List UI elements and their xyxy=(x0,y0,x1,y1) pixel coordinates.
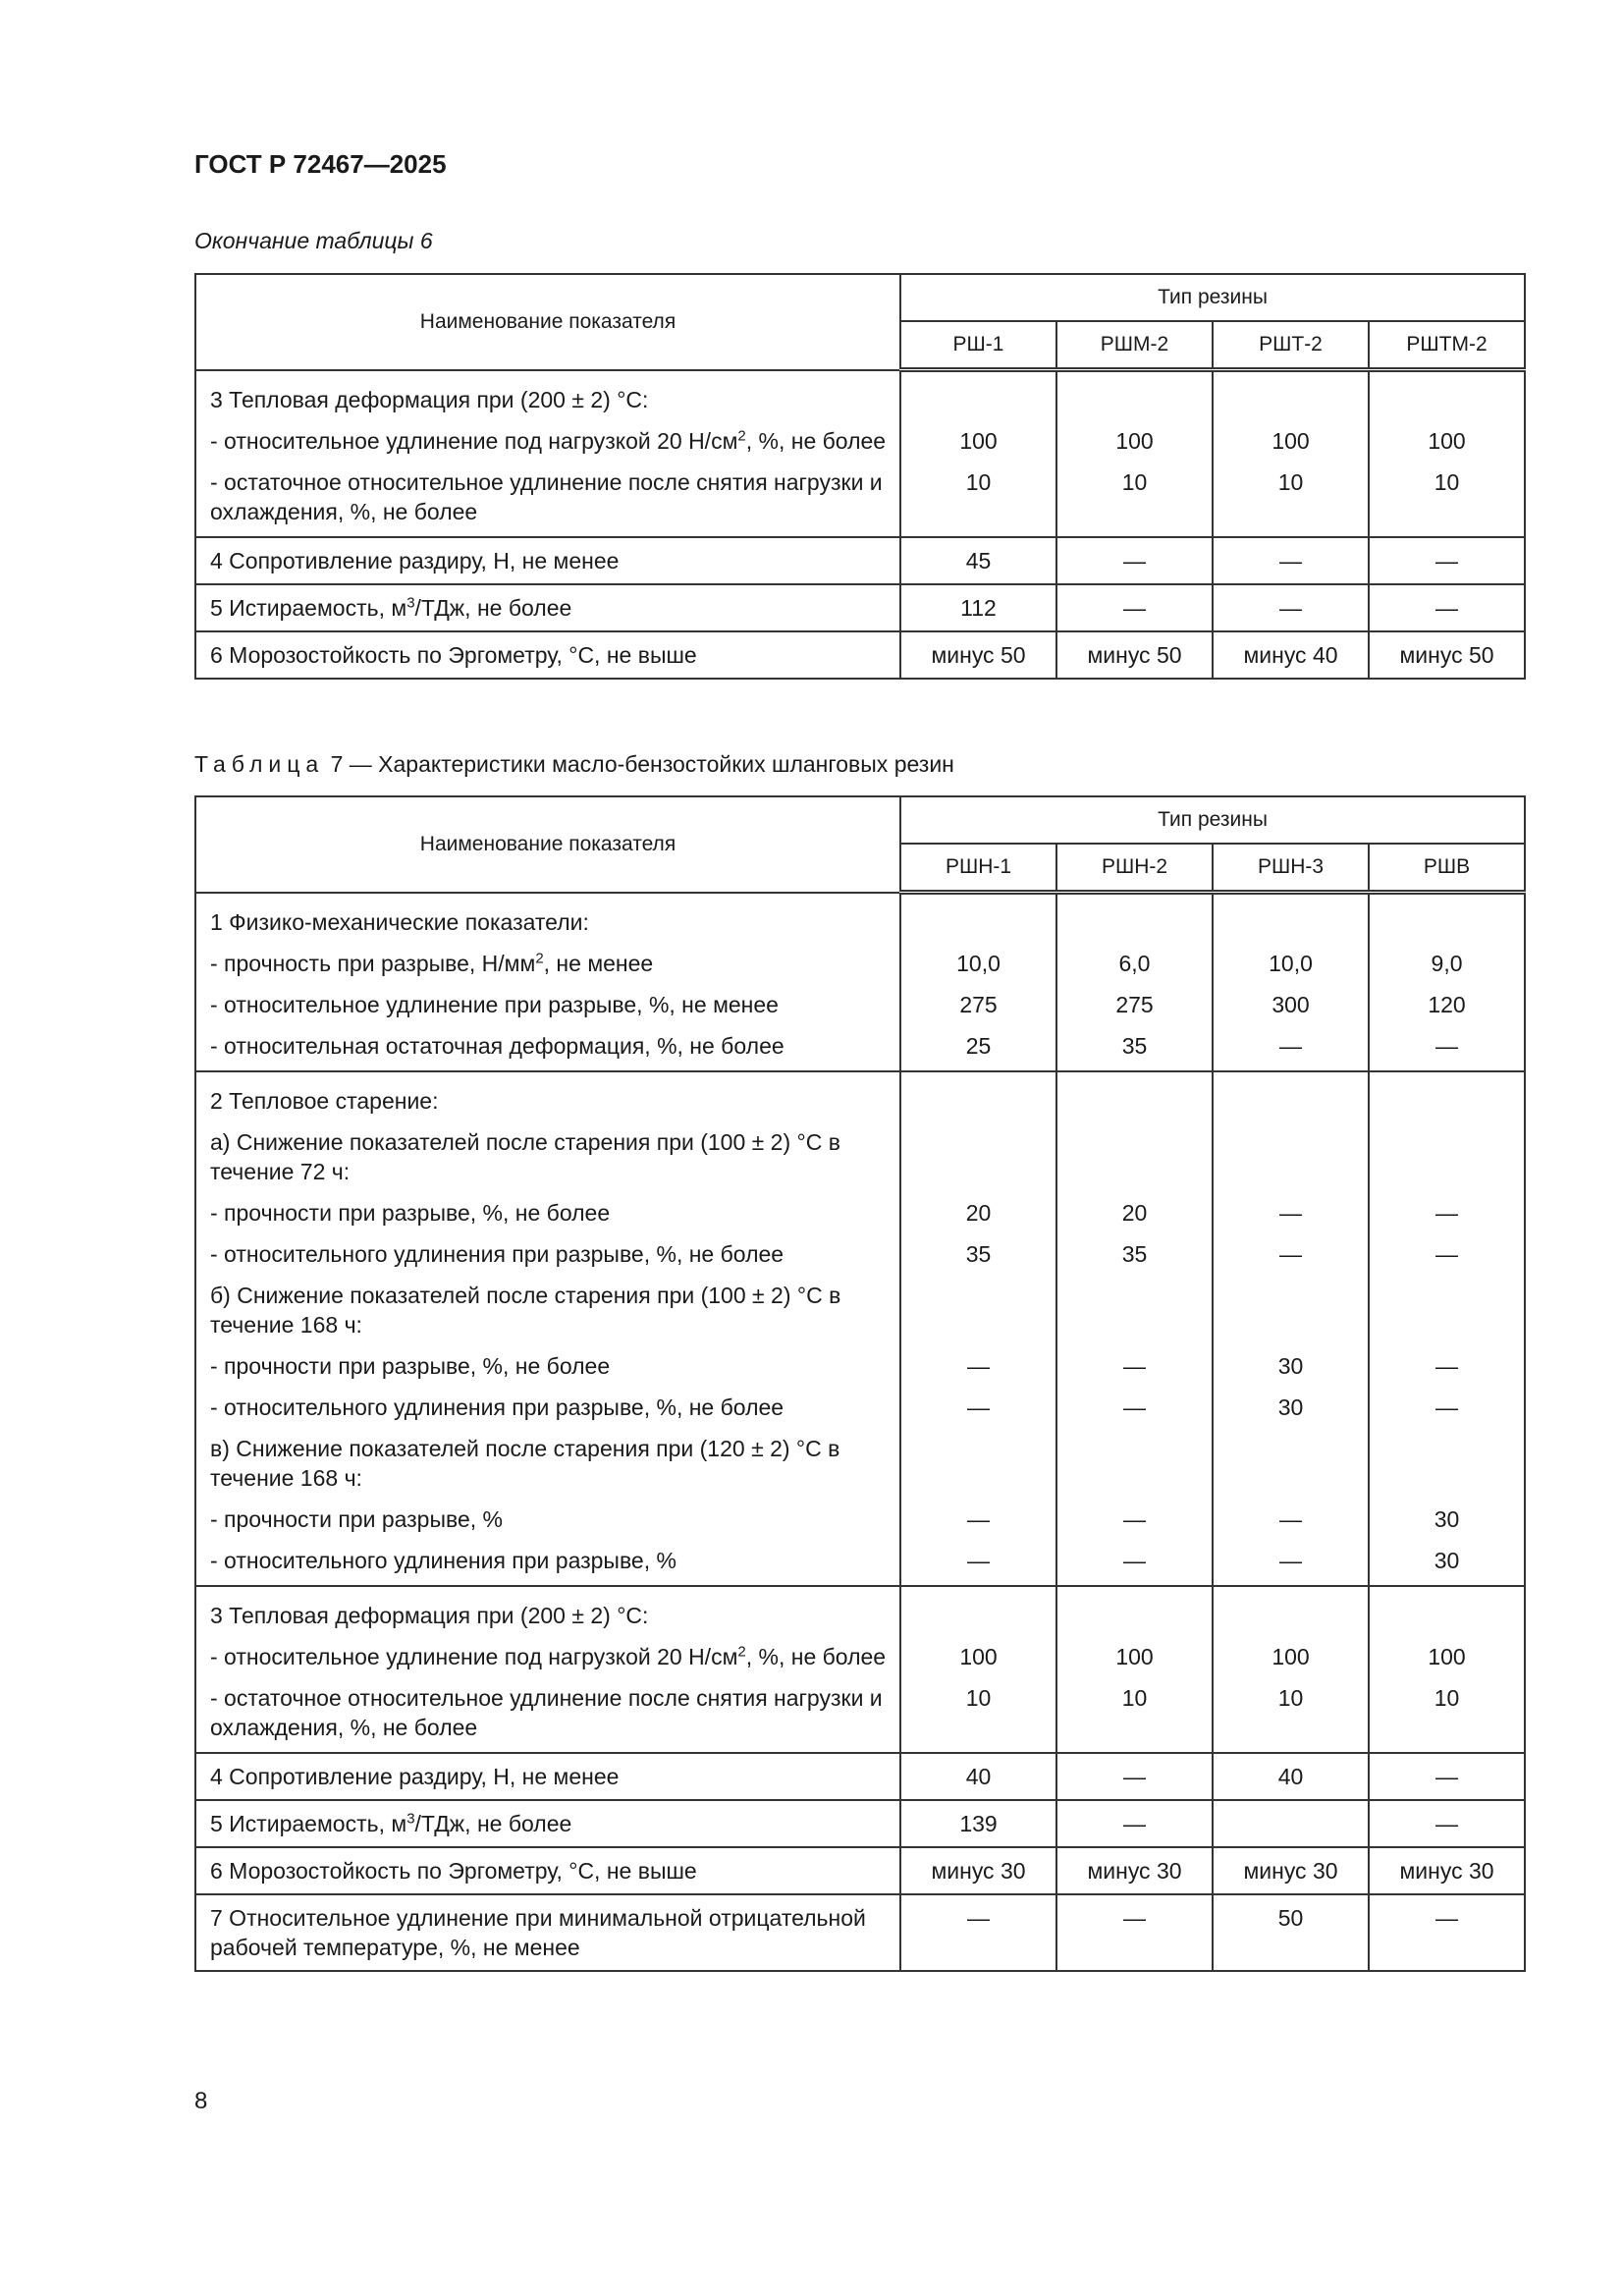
table-cell: 100 xyxy=(1213,420,1369,462)
table-cell: — xyxy=(1213,1540,1369,1586)
row-label: 4 Сопротивление раздиру, Н, не менее xyxy=(195,537,900,584)
column-header-group: Тип резины xyxy=(900,274,1525,321)
table-cell: 6,0 xyxy=(1056,943,1213,984)
table-cell: — xyxy=(1369,1192,1525,1233)
table7-caption: Таблица 7 — Характеристики масло-бензостойких шланговых резин xyxy=(194,751,954,777)
table-cell: — xyxy=(1056,584,1213,631)
table-cell: 100 xyxy=(1213,1636,1369,1677)
column-header-type: РШВ xyxy=(1369,844,1525,893)
table-cell: — xyxy=(900,1499,1056,1540)
table-cell: — xyxy=(900,1345,1056,1387)
table-cell: — xyxy=(1056,1800,1213,1847)
row-label: - относительного удлинения при разрыве, %, не более xyxy=(195,1233,900,1275)
table-cell: 10 xyxy=(1369,462,1525,537)
table-cell: — xyxy=(1213,1192,1369,1233)
table6-continuation xyxy=(194,273,1526,680)
row-label: 1 Физико-механические показатели: xyxy=(195,893,900,943)
table-cell: минус 50 xyxy=(1369,631,1525,679)
table-cell: — xyxy=(1056,1894,1213,1971)
row-label: 2 Тепловое старение: xyxy=(195,1071,900,1121)
column-header-type: РШМ-2 xyxy=(1056,321,1213,370)
table-cell: — xyxy=(1213,584,1369,631)
table-cell: 45 xyxy=(900,537,1056,584)
table-cell: — xyxy=(1369,584,1525,631)
row-group-7 xyxy=(195,1894,1525,1971)
table-cell: — xyxy=(1369,1753,1525,1800)
row-group-4 xyxy=(195,537,1525,584)
table-cell: минус 50 xyxy=(900,631,1056,679)
table-cell: 100 xyxy=(1369,1636,1525,1677)
table-cell: 300 xyxy=(1213,984,1369,1025)
row-group-4 xyxy=(195,1753,1525,1800)
table-cell: 10 xyxy=(900,462,1056,537)
table-cell: — xyxy=(1213,1025,1369,1071)
table-cell: 10 xyxy=(1056,462,1213,537)
row-label: 3 Тепловая деформация при (200 ± 2) °С: xyxy=(195,370,900,420)
row-group-2 xyxy=(195,1071,1525,1586)
table-cell: 20 xyxy=(900,1192,1056,1233)
table-cell: — xyxy=(1056,1540,1213,1586)
column-header-type: РШТ-2 xyxy=(1213,321,1369,370)
table-cell: минус 30 xyxy=(1213,1847,1369,1894)
row-label: 3 Тепловая деформация при (200 ± 2) °С: xyxy=(195,1586,900,1636)
table-cell: 35 xyxy=(1056,1233,1213,1275)
row-label: в) Снижение показателей после старения при (120 ± 2) °С в течение 168 ч: xyxy=(195,1428,900,1499)
row-label: - остаточное относительное удлинение после снятия нагрузки и охлаждения, %, не более xyxy=(195,462,900,537)
table-cell: минус 50 xyxy=(1056,631,1213,679)
row-group-5 xyxy=(195,584,1525,631)
table-cell: 30 xyxy=(1369,1499,1525,1540)
table-cell: — xyxy=(1213,1499,1369,1540)
table-cell: 10 xyxy=(1213,462,1369,537)
table-cell: 139 xyxy=(900,1800,1056,1847)
row-label: - относительное удлинение под нагрузкой 20 $Н/см^2$, %, не более xyxy=(195,1636,900,1677)
table-cell: минус 40 xyxy=(1213,631,1369,679)
table-cell: — xyxy=(1213,537,1369,584)
page-number: 8 xyxy=(194,2088,208,2114)
column-header-type: РШН-2 xyxy=(1056,844,1213,893)
table-cell: — xyxy=(900,1387,1056,1428)
table-cell: 40 xyxy=(900,1753,1056,1800)
row-group-3 xyxy=(195,370,1525,537)
table-cell: — xyxy=(1369,1345,1525,1387)
row-group-6 xyxy=(195,1847,1525,1894)
table6-continuation-caption: Окончание таблицы 6 xyxy=(194,228,433,253)
table-cell: 112 xyxy=(900,584,1056,631)
column-header-group: Тип резины xyxy=(900,796,1525,844)
row-label: 6 Морозостойкость по Эргометру, °С, не выше xyxy=(195,1847,900,1894)
table-cell: — xyxy=(1369,1800,1525,1847)
table-cell: — xyxy=(1369,1387,1525,1428)
table-cell: 10 xyxy=(1369,1677,1525,1753)
row-label: - относительная остаточная деформация, %, не более xyxy=(195,1025,900,1071)
table-cell: — xyxy=(1056,1387,1213,1428)
table-cell: — xyxy=(1056,1499,1213,1540)
table-cell: — xyxy=(1369,537,1525,584)
table-cell: — xyxy=(1369,1233,1525,1275)
row-label: - относительное удлинение под нагрузкой 20 $Н/см^2$, %, не более xyxy=(195,420,900,462)
row-group-6 xyxy=(195,631,1525,679)
row-label: 4 Сопротивление раздиру, Н, не менее xyxy=(195,1753,900,1800)
table-cell: 30 xyxy=(1213,1387,1369,1428)
table-cell: 100 xyxy=(1056,420,1213,462)
table-cell: 120 xyxy=(1369,984,1525,1025)
table-cell: 100 xyxy=(1056,1636,1213,1677)
document-code: ГОСТ Р 72467—2025 xyxy=(194,149,447,179)
table-cell: минус 30 xyxy=(1056,1847,1213,1894)
table-cell: 40 xyxy=(1213,1753,1369,1800)
table-cell: 10,0 xyxy=(900,943,1056,984)
table-cell: минус 30 xyxy=(1369,1847,1525,1894)
table-cell: — xyxy=(1369,1894,1525,1971)
row-label: - прочности при разрыве, %, не более xyxy=(195,1345,900,1387)
row-group-1 xyxy=(195,893,1525,1071)
table-cell: 30 xyxy=(1213,1345,1369,1387)
column-header-type: РШТМ-2 xyxy=(1369,321,1525,370)
table-cell: — xyxy=(900,1540,1056,1586)
column-header-name: Наименование показателя xyxy=(195,274,900,370)
table-cell: 30 xyxy=(1369,1540,1525,1586)
table-cell xyxy=(1213,1800,1369,1847)
row-label: - относительного удлинения при разрыве, % xyxy=(195,1540,900,1586)
row-group-3 xyxy=(195,1586,1525,1753)
table-cell: 10 xyxy=(1056,1677,1213,1753)
column-header-type: РШ-1 xyxy=(900,321,1056,370)
table-cell: 10 xyxy=(1213,1677,1369,1753)
row-label: - относительное удлинение при разрыве, %, не менее xyxy=(195,984,900,1025)
table-cell: — xyxy=(1056,1753,1213,1800)
column-header-type: РШН-3 xyxy=(1213,844,1369,893)
table-cell: 35 xyxy=(1056,1025,1213,1071)
table-cell: 25 xyxy=(900,1025,1056,1071)
row-label: б) Снижение показателей после старения при (100 ± 2) °С в течение 168 ч: xyxy=(195,1275,900,1345)
table-cell: 100 xyxy=(900,1636,1056,1677)
table-cell: — xyxy=(1213,1233,1369,1275)
row-label: - прочность при разрыве, $Н/мм^2$, не менее xyxy=(195,943,900,984)
row-label: 5 Истираемость, $м^3$/ТДж, не более xyxy=(195,1800,900,1847)
table-cell: — xyxy=(1369,1025,1525,1071)
row-label: - прочности при разрыве, % xyxy=(195,1499,900,1540)
row-label: - остаточное относительное удлинение после снятия нагрузки и охлаждения, %, не более xyxy=(195,1677,900,1753)
table-cell: — xyxy=(900,1894,1056,1971)
row-label: - прочности при разрыве, %, не более xyxy=(195,1192,900,1233)
table-cell: 50 xyxy=(1213,1894,1369,1971)
column-header-name: Наименование показателя xyxy=(195,796,900,893)
row-label: 7 Относительное удлинение при минимальной отрицательной рабочей температуре, %, не менее xyxy=(195,1894,900,1971)
row-label: 6 Морозостойкость по Эргометру, °С, не выше xyxy=(195,631,900,679)
table-cell: — xyxy=(1056,537,1213,584)
table-cell: 100 xyxy=(900,420,1056,462)
row-label: - относительного удлинения при разрыве, %, не более xyxy=(195,1387,900,1428)
table-cell: 35 xyxy=(900,1233,1056,1275)
table-cell: 10 xyxy=(900,1677,1056,1753)
row-group-5 xyxy=(195,1800,1525,1847)
table-cell: 10,0 xyxy=(1213,943,1369,984)
table-cell: 275 xyxy=(900,984,1056,1025)
table-cell: 20 xyxy=(1056,1192,1213,1233)
table7 xyxy=(194,795,1526,1972)
column-header-type: РШН-1 xyxy=(900,844,1056,893)
table-cell: 275 xyxy=(1056,984,1213,1025)
row-label: а) Снижение показателей после старения при (100 ± 2) °С в течение 72 ч: xyxy=(195,1121,900,1192)
table-cell: минус 30 xyxy=(900,1847,1056,1894)
table-cell: 9,0 xyxy=(1369,943,1525,984)
row-label: 5 Истираемость, $м^3$/ТДж, не более xyxy=(195,584,900,631)
table-cell: 100 xyxy=(1369,420,1525,462)
table-cell: — xyxy=(1056,1345,1213,1387)
